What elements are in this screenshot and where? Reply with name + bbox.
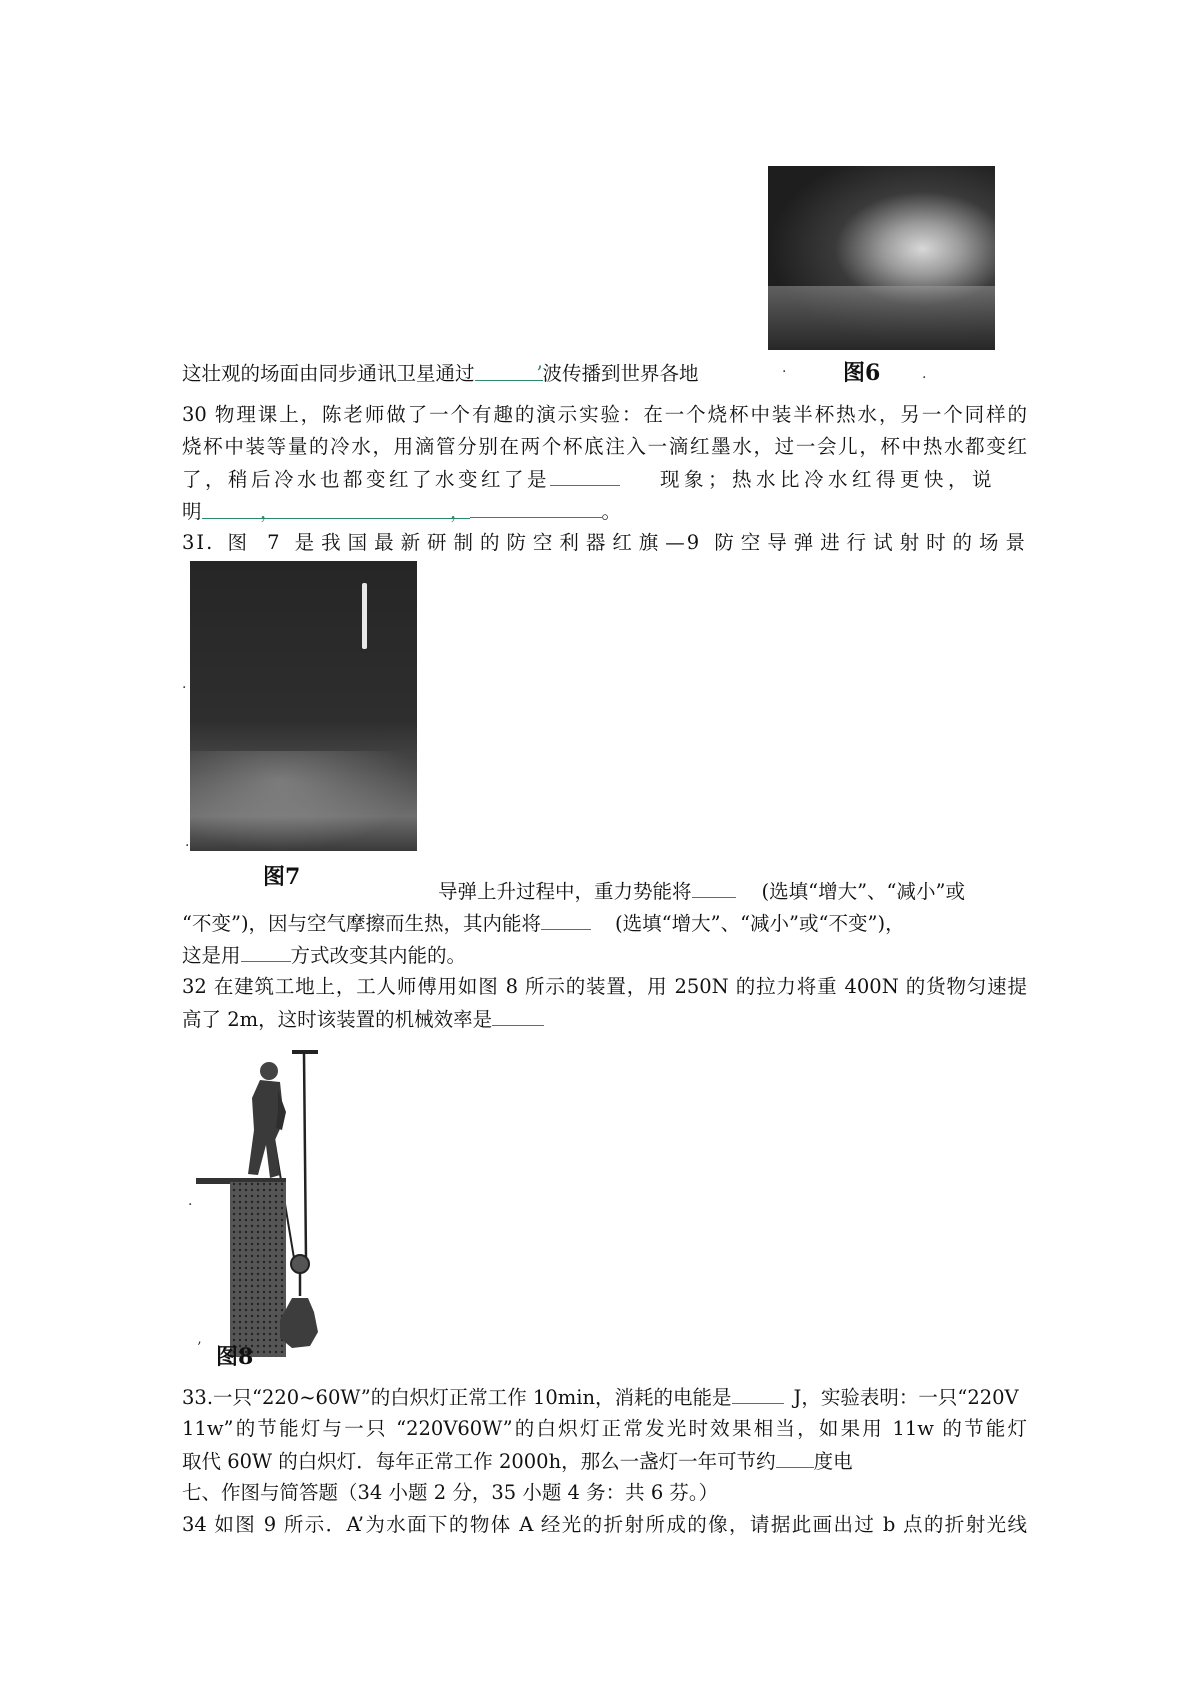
q31-line-2	[438, 877, 1028, 906]
q30-line-3-b: 现象；热水比冷水红得更快，说	[660, 468, 997, 491]
q33-answer-blank-1[interactable]	[732, 1383, 784, 1404]
q32-answer-blank[interactable]	[492, 1005, 544, 1026]
q31-answer-blank-3[interactable]	[241, 941, 291, 962]
q30-line-4-a: 明	[182, 500, 202, 523]
figure-6-photo	[768, 166, 995, 350]
q30-answer-blank-2[interactable]	[202, 498, 280, 523]
figure-8-caption: 图8	[216, 1344, 254, 1370]
speck: ·	[182, 680, 187, 696]
q32-line-2-text: 高了 2m，这时该装置的机械效率是	[182, 1008, 493, 1031]
q31-line-3-a: “不变”)，因与空气摩擦而生热，其内能将	[182, 912, 542, 935]
q31-line-2-a: 导弹上升过程中，重力势能将	[438, 880, 692, 903]
speck: ·	[782, 364, 787, 380]
q30-answer-blank-3[interactable]	[280, 498, 470, 523]
q34-line-1: 34 如图 9 所示．A’为水面下的物体 A 经光的折射所成的像，请据此画出过 b 点的折射光线	[182, 1513, 1027, 1536]
q29-blank-mark: ’	[536, 362, 543, 385]
q32-line-2	[182, 1005, 1027, 1034]
figure-6-caption: 图6	[843, 360, 881, 386]
q30-answer-blank-4[interactable]	[470, 497, 602, 518]
speck: ·	[185, 838, 190, 854]
q33-line-2: 11w”的节能灯与一只 “220V60W”的白炽灯正常发光时效果相当，如果用 11w 的节能灯	[182, 1417, 1027, 1440]
q30-line-1: 30 物理课上，陈老师做了一个有趣的演示实验：在一个烧杯中装半杯热水，另一个同样的	[182, 403, 1027, 426]
q31-line-1: 3I. 图 7 是我国最新研制的防空利器红旗—9 防空导弹进行试射时的场景	[182, 531, 1027, 554]
q31-line-4	[182, 941, 1027, 970]
q30-line-3-a: 了，稍后冷水也都变红了水变红了是	[182, 468, 551, 491]
q31-line-3	[182, 909, 1027, 938]
figure-7-photo	[190, 561, 417, 851]
q31-line-2-b: (选填“增大”、“减小”或	[761, 880, 965, 903]
figure-7-caption: 图7	[263, 864, 301, 890]
q33-line-1-b: J，实验表明：一只“220V	[793, 1386, 1019, 1409]
q30-line-3	[182, 465, 1027, 494]
q32-line-1: 32 在建筑工地上，工人师傅用如图 8 所示的装置，用 250N 的拉力将重 400N 的货物匀速提	[182, 975, 1027, 998]
q31-answer-blank-1[interactable]	[692, 877, 736, 898]
q29-answer-blank[interactable]	[475, 360, 543, 385]
figure-8-drawing	[196, 1050, 346, 1366]
q31-line-3-b: (选填“增大”、“减小”或“不变”)，	[615, 912, 905, 935]
q33-line-3	[182, 1447, 1027, 1476]
q30-comma-1: ，	[260, 500, 280, 523]
q33-line-1-a: 33.一只“220~60W”的白炽灯正常工作 10min，消耗的电能是	[182, 1386, 732, 1409]
q33-answer-blank-2[interactable]	[776, 1447, 814, 1468]
q31-answer-blank-2[interactable]	[541, 909, 591, 930]
q30-line-4-end: 。	[601, 500, 622, 523]
speck: ’	[197, 1340, 202, 1356]
q31-line-4-b: 方式改变其内能的。	[290, 944, 467, 967]
q29-line	[182, 360, 1027, 388]
q30-answer-blank-1[interactable]	[550, 465, 620, 486]
q33-line-3-a: 取代 60W 的白炽灯．每年正常工作 2000h，那么一盏灯一年可节约	[182, 1450, 776, 1473]
speck: .	[922, 366, 927, 382]
q30-comma-2: ，	[450, 500, 470, 523]
q33-line-3-b: 度电	[813, 1450, 853, 1473]
q30-line-4	[182, 497, 1027, 526]
q31-line-4-a: 这是用	[182, 944, 241, 967]
speck: ·	[188, 1197, 193, 1213]
q29-text-before: 这壮观的场面由同步通讯卫星通过	[182, 362, 475, 385]
section-7-heading: 七、作图与简答题（34 小题 2 分，35 小题 4 务：共 6 芬。）	[182, 1481, 719, 1504]
q33-line-1	[182, 1383, 1027, 1412]
q29-text-after: 波传播到世界各地	[542, 362, 699, 385]
q30-line-2: 烧杯中装等量的冷水，用滴管分别在两个杯底注入一滴红墨水，过一会儿，杯中热水都变红	[182, 435, 1027, 458]
